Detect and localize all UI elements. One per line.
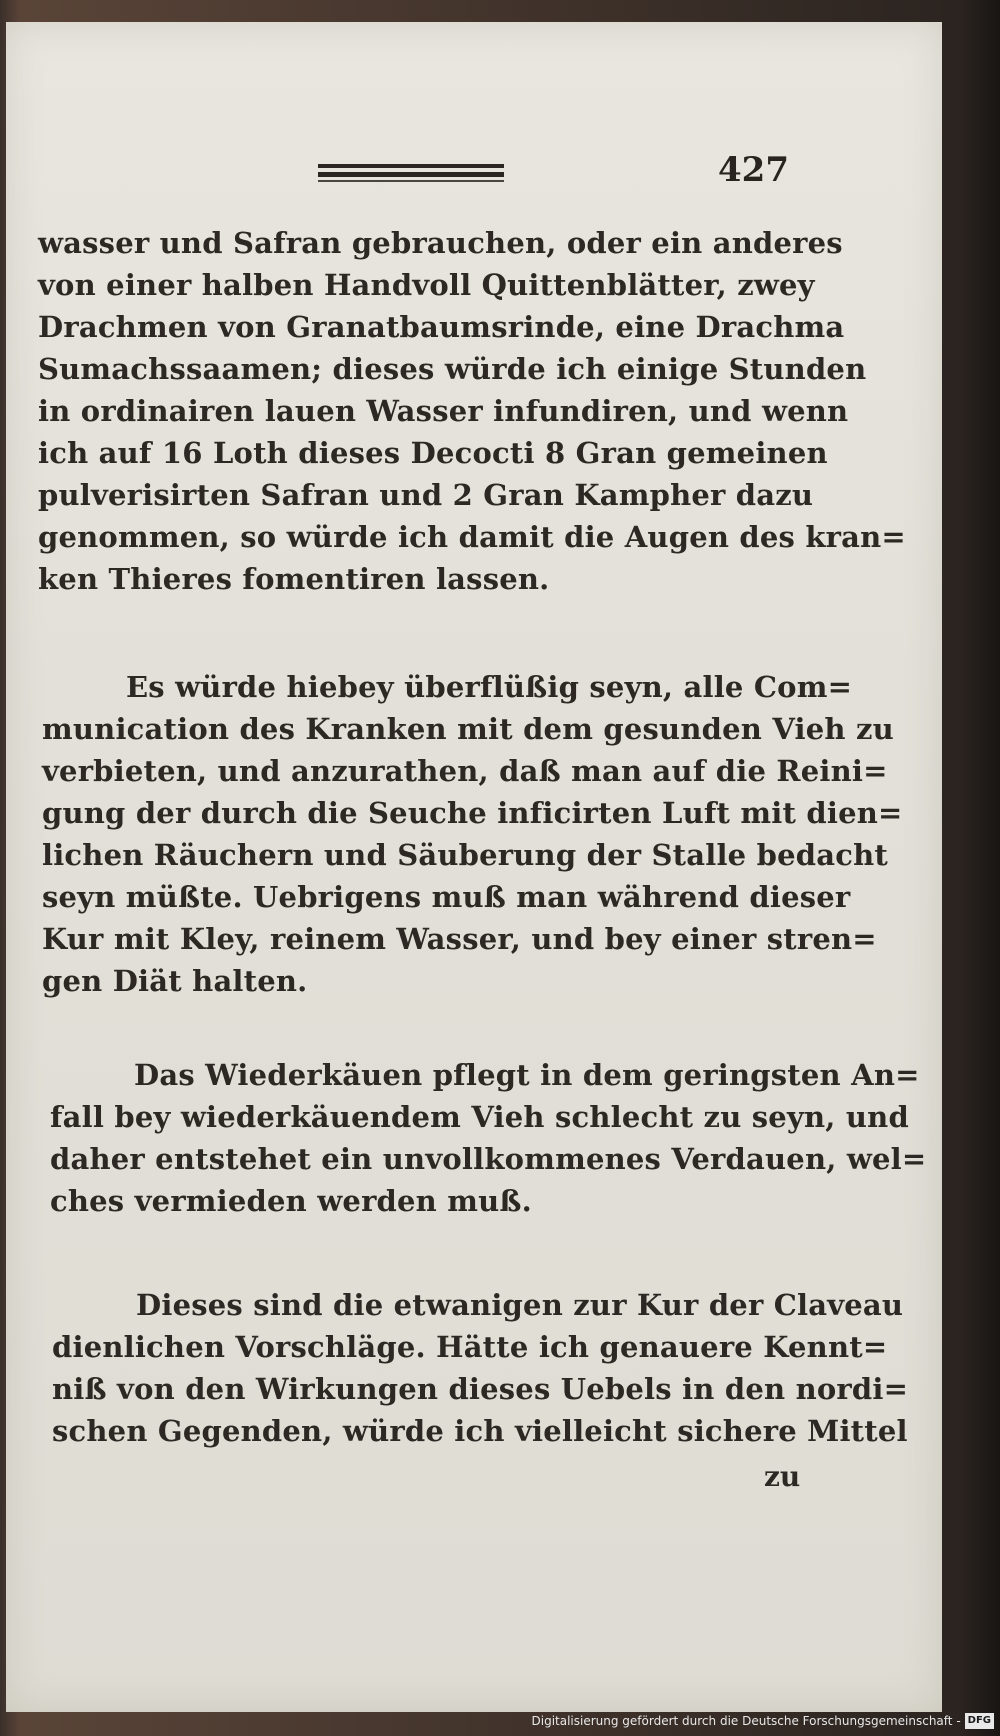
text-line: fall bey wiederkäuendem Vieh schlecht zu seyn, und <box>50 1100 909 1134</box>
text-line: dienlichen Vorschläge. Hätte ich genauere Kennt= <box>52 1330 888 1364</box>
footer-credit: Digitalisierung gefördert durch die Deutsche Forschungsgemeinschaft - <box>531 1714 961 1728</box>
catchword: zu <box>764 1460 801 1493</box>
text-line: Drachmen von Granatbaumsrinde, eine Drachma <box>38 310 845 344</box>
rule-line <box>318 172 504 177</box>
text-line: genommen, so würde ich damit die Augen des kran= <box>38 520 906 554</box>
text-line: von einer halben Handvoll Quittenblätter, zwey <box>38 268 815 302</box>
text-line: wasser und Safran gebrauchen, oder ein anderes <box>38 226 843 260</box>
text-line: Dieses sind die etwanigen zur Kur der Claveau <box>136 1288 904 1322</box>
text-line: Das Wiederkäuen pflegt in dem geringsten An= <box>134 1058 920 1092</box>
paragraph-1 <box>38 222 906 600</box>
paragraph-4 <box>52 1284 909 1452</box>
header-ornament-rule <box>318 162 504 182</box>
text-line: verbieten, und anzurathen, daß man auf die Reini= <box>42 754 888 788</box>
text-line: lichen Räuchern und Säuberung der Stalle bedacht <box>42 838 888 872</box>
book-page <box>6 22 942 1712</box>
text-line: pulverisirten Safran und 2 Gran Kampher dazu <box>38 478 814 512</box>
text-line: ken Thieres fomentiren lassen. <box>38 562 550 596</box>
text-line: Kur mit Kley, reinem Wasser, und bey einer stren= <box>42 922 877 956</box>
text-line: ich auf 16 Loth dieses Decocti 8 Gran gemeinen <box>38 436 828 470</box>
dfg-logo: DFG <box>965 1713 994 1729</box>
text-line: niß von den Wirkungen dieses Uebels in den nordi= <box>52 1372 909 1406</box>
text-line: gung der durch die Seuche inficirten Luft mit dien= <box>42 796 903 830</box>
text-line: munication des Kranken mit dem gesunden Vieh zu <box>42 712 894 746</box>
text-line: daher entstehet ein unvollkommenes Verdauen, wel= <box>50 1142 927 1176</box>
text-line: Sumachssaamen; dieses würde ich einige Stunden <box>38 352 867 386</box>
paragraph-3 <box>50 1054 927 1222</box>
paragraph-2 <box>42 666 903 1002</box>
text-line: gen Diät halten. <box>42 964 308 998</box>
digitization-footer <box>532 1712 995 1730</box>
rule-line <box>318 164 504 168</box>
text-line: seyn müßte. Uebrigens muß man während dieser <box>42 880 851 914</box>
text-line: Es würde hiebey überflüßig seyn, alle Com= <box>126 670 853 704</box>
page-number: 427 <box>718 150 789 190</box>
text-line: ches vermieden werden muß. <box>50 1184 532 1218</box>
text-line: in ordinairen lauen Wasser infundiren, und wenn <box>38 394 849 428</box>
text-line: schen Gegenden, würde ich vielleicht sichere Mittel <box>52 1414 908 1448</box>
rule-line <box>318 180 504 182</box>
